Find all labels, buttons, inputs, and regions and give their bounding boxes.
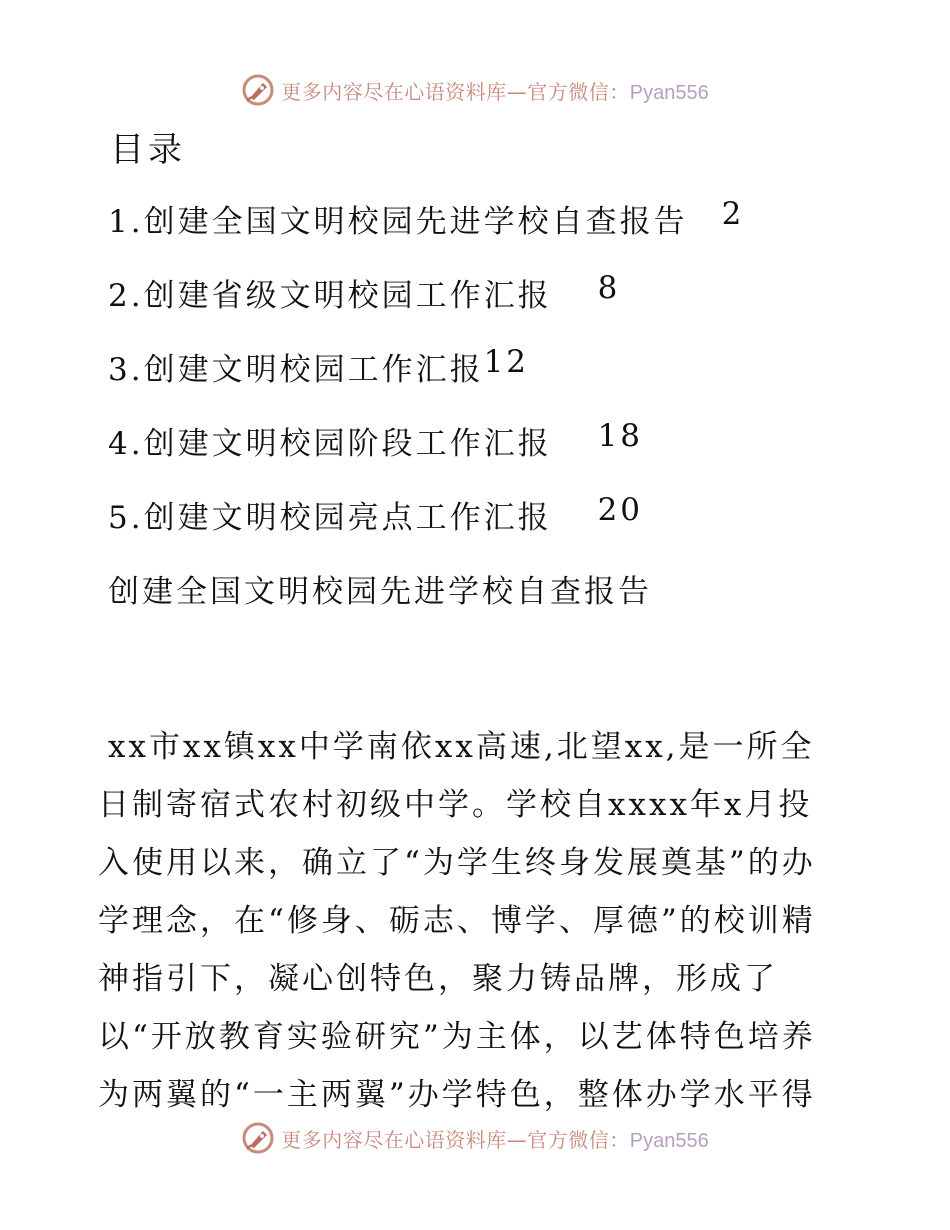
body-line: 入使用以来，确立了“为学生终身发展奠基”的办 [98, 845, 816, 881]
body-line: 神指引下，凝心创特色，聚力铸品牌，形成了 [98, 961, 778, 997]
document-title: 创建全国文明校园先进学校自查报告 [108, 574, 652, 610]
body-line: 日制寄宿式农村初级中学。学校自xxxx年x月投 [98, 787, 813, 823]
toc-item-page: 20 [597, 492, 644, 528]
watermark-slogan: 更多内容尽在心语资料库—官方微信： [281, 1127, 630, 1152]
watermark-text [281, 76, 708, 105]
watermark-wechat-id: Pyan556 [629, 1129, 709, 1152]
pen-nib-logo-icon [241, 1121, 275, 1155]
body-line: 学理念，在“修身、砺志、博学、厚德”的校训精 [98, 903, 816, 939]
toc-item[interactable] [108, 270, 744, 344]
toc-item-page: 2 [721, 196, 745, 232]
footer-watermark [0, 1118, 950, 1158]
watermark-wechat-id: Pyan556 [629, 81, 709, 104]
body-line: 以“开放教育实验研究”为主体，以艺体特色培养 [98, 1019, 816, 1055]
toc-item-label: 4.创建文明校园阶段工作汇报 [108, 426, 552, 462]
watermark-text [281, 1124, 708, 1153]
toc-item[interactable] [108, 492, 744, 566]
document-body [98, 718, 858, 1124]
toc-item-label: 5.创建文明校园亮点工作汇报 [108, 500, 552, 536]
table-of-contents [108, 196, 744, 566]
toc-item[interactable] [108, 418, 744, 492]
toc-title: 目录 [110, 130, 186, 170]
toc-item-page: 8 [597, 270, 621, 306]
watermark-slogan: 更多内容尽在心语资料库—官方微信： [281, 79, 630, 104]
toc-item[interactable] [108, 196, 744, 270]
toc-item[interactable] [108, 344, 744, 418]
toc-item-label: 3.创建文明校园工作汇报 [108, 352, 484, 388]
toc-item-label: 1.创建全国文明校园先进学校自查报告 [108, 204, 688, 240]
pen-nib-logo-icon [241, 73, 275, 107]
header-watermark [0, 70, 950, 110]
toc-item-page: 12 [483, 344, 530, 380]
toc-item-label: 2.创建省级文明校园工作汇报 [108, 278, 552, 314]
body-line: xx市xx镇xx中学南依xx高速,北望xx,是一所全 [108, 729, 815, 765]
body-line: 为两翼的“一主两翼”办学特色，整体办学水平得 [98, 1077, 816, 1113]
toc-item-page: 18 [597, 418, 644, 454]
